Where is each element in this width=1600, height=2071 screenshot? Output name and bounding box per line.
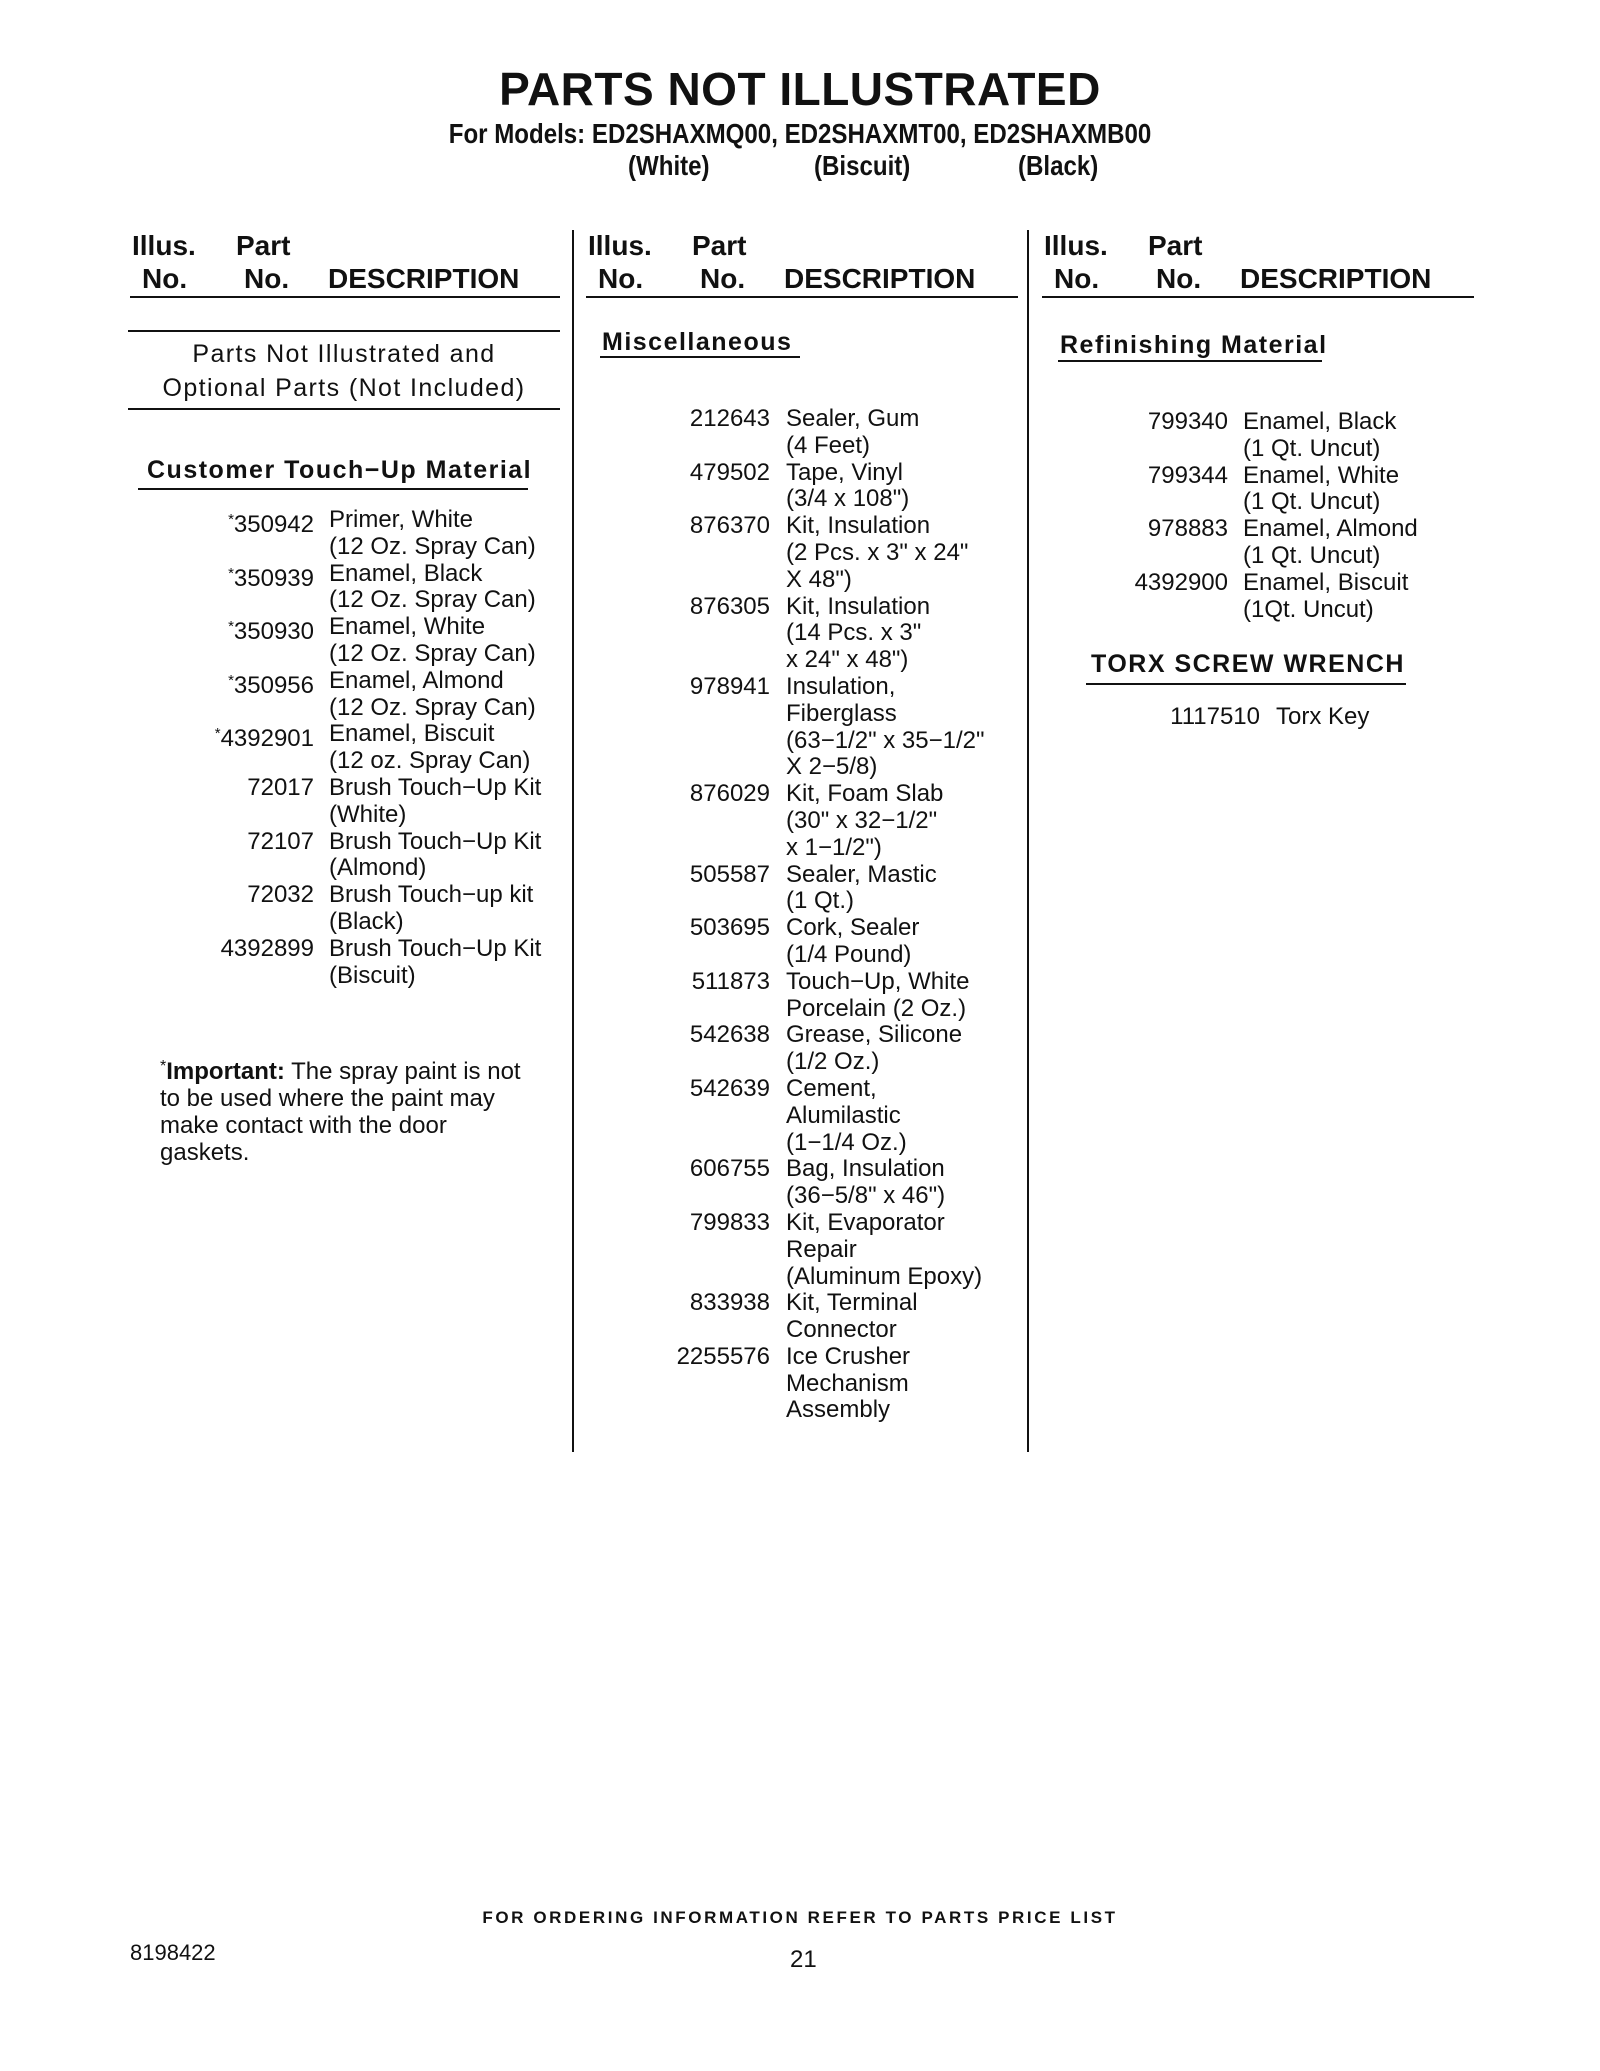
note-asterisk: *: [160, 1058, 167, 1075]
item-description: Enamel, Almond: [1243, 515, 1418, 543]
header-description: DESCRIPTION: [328, 263, 520, 294]
part-number: 72107: [247, 827, 314, 855]
header-illus: Illus.: [1044, 230, 1108, 261]
part-number: 978883: [1147, 515, 1228, 543]
part-number: *350956: [228, 671, 314, 699]
part-number: *350930: [228, 618, 314, 646]
item-description: (1/4 Pound): [786, 940, 912, 968]
item-description: Kit, Insulation: [786, 512, 931, 540]
item-description: Ice Crusher: [786, 1342, 911, 1370]
part-number: *350939: [228, 564, 314, 592]
item-description: (12 Oz. Spray Can): [329, 639, 536, 667]
item-description: x 24" x 48"): [786, 646, 909, 674]
header-part: Part: [236, 230, 291, 261]
list-item: [0, 969, 985, 1023]
item-description: Torx Key: [1276, 703, 1370, 730]
list-item: [0, 1344, 985, 1424]
item-description: (1−1/4 Oz.): [786, 1128, 907, 1156]
column-header-1: [130, 230, 570, 296]
section-title-customer-touchup: Customer Touch−Up Material: [147, 456, 533, 484]
item-description: Kit, Insulation: [786, 592, 931, 620]
list-item: [0, 570, 1418, 624]
list-item: [0, 1290, 985, 1344]
list-item: [0, 463, 1418, 517]
item-description: Assembly: [786, 1396, 891, 1424]
part-number: 4392900: [1134, 568, 1228, 596]
item-description: Sealer, Gum: [786, 405, 920, 432]
header-no: No.: [142, 263, 188, 294]
item-description: (1 Qt. Uncut): [1243, 488, 1381, 516]
item-description: (1 Qt.): [786, 887, 855, 915]
item-description: (12 Oz. Spray Can): [329, 693, 536, 721]
item-description: Primer, White: [329, 506, 474, 533]
item-description: (Black): [329, 907, 404, 935]
list-item: [0, 516, 1418, 570]
item-description: (12 oz. Spray Can): [329, 747, 531, 775]
models-line: For Models: ED2SHAXMQ00, ED2SHAXMT00, ED2SHAXMB00: [448, 118, 1152, 149]
header-illus: Illus.: [132, 230, 196, 261]
item-description: Enamel, Black: [1243, 408, 1397, 435]
section-title-miscellaneous: Miscellaneous: [602, 328, 793, 356]
item-description: Kit, Evaporator: [786, 1208, 945, 1236]
item-description: (2 Pcs. x 3" x 24": [786, 538, 969, 566]
column-header-2: [586, 230, 1026, 296]
list-item: [0, 704, 1369, 731]
item-description: (1 Qt. Uncut): [1243, 434, 1381, 462]
item-description: Porcelain (2 Oz.): [786, 994, 967, 1022]
item-description: Enamel, White: [1243, 461, 1400, 489]
item-description: (4 Feet): [786, 431, 871, 459]
item-description: Connector: [786, 1316, 897, 1344]
part-number: *350942: [228, 511, 314, 538]
color-biscuit: (Biscuit): [814, 150, 911, 181]
part-number: 505587: [689, 860, 770, 888]
list-item: [0, 409, 1418, 463]
item-description: (1Qt. Uncut): [1243, 595, 1374, 623]
part-number: 799833: [689, 1208, 770, 1236]
ordering-info: FOR ORDERING INFORMATION REFER TO PARTS PRICE LIST: [482, 1908, 1118, 1927]
item-description: (12 Oz. Spray Can): [329, 532, 536, 560]
header-no: No.: [1054, 263, 1100, 294]
box-rule-top: [128, 330, 560, 332]
item-description: (Aluminum Epoxy): [786, 1262, 983, 1290]
item-description: X 2−5/8): [786, 753, 878, 781]
box-line-1: Parts Not Illustrated and: [192, 340, 496, 368]
note-text: The spray paint is not to be used where the paint may make contact with the door gaskets.: [160, 1058, 521, 1166]
part-number: 511873: [691, 967, 770, 995]
page-title: PARTS NOT ILLUSTRATED: [499, 63, 1101, 115]
section-underline: [600, 356, 800, 358]
item-description: Sealer, Mastic: [786, 860, 937, 888]
section-underline: [1058, 360, 1322, 362]
item-description: (1 Qt. Uncut): [1243, 541, 1381, 569]
item-description: (Biscuit): [329, 961, 416, 989]
item-description: Cement,: [786, 1074, 877, 1102]
color-black: (Black): [1018, 150, 1099, 181]
note-label: Important:: [166, 1058, 285, 1085]
header-part: Part: [692, 230, 747, 261]
header-description: DESCRIPTION: [784, 263, 976, 294]
part-number: 72017: [247, 773, 314, 801]
list-item: [0, 915, 985, 969]
part-number: *4392901: [214, 725, 314, 753]
list-item: [0, 1076, 985, 1156]
part-number: 799344: [1147, 461, 1228, 489]
section-title-torx-wrench: TORX SCREW WRENCH: [1091, 650, 1405, 678]
part-number: 876305: [689, 592, 770, 620]
header-part: Part: [1148, 230, 1203, 261]
header-rule: [130, 296, 560, 298]
item-description: (Almond): [329, 854, 427, 882]
part-number: 833938: [689, 1289, 770, 1317]
part-number: 479502: [689, 458, 770, 486]
item-description: Touch−Up, White: [786, 967, 970, 995]
item-description: Tape, Vinyl: [786, 458, 903, 486]
part-number: 542638: [689, 1021, 770, 1049]
item-description: Enamel, Biscuit: [1243, 568, 1409, 596]
item-description: Mechanism: [786, 1369, 909, 1397]
header-rule: [586, 296, 1018, 298]
part-number: 1117510: [1170, 703, 1260, 730]
part-number: 876370: [689, 512, 770, 540]
item-description: Brush Touch−Up Kit: [329, 934, 542, 962]
part-number: 212643: [689, 405, 770, 432]
header-no: No.: [244, 263, 290, 294]
box-line-2: Optional Parts (Not Included): [162, 374, 526, 402]
list-item: [0, 781, 985, 861]
item-description: Bag, Insulation: [786, 1155, 945, 1183]
item-description: Enamel, Almond: [329, 666, 504, 694]
list-item: [0, 1210, 985, 1290]
item-description: Enamel, Biscuit: [329, 720, 495, 748]
header-no: No.: [1156, 263, 1202, 294]
part-number: 799340: [1147, 408, 1228, 435]
item-description: (White): [329, 800, 407, 828]
item-description: (12 Oz. Spray Can): [329, 586, 536, 614]
color-white: (White): [628, 150, 710, 181]
item-description: Brush Touch−Up Kit: [329, 773, 542, 801]
item-description: (30" x 32−1/2": [786, 806, 938, 834]
header-description: DESCRIPTION: [1240, 263, 1432, 294]
header-no: No.: [598, 263, 644, 294]
torx-list: [0, 704, 1369, 731]
refinishing-list: [0, 409, 1418, 623]
item-description: Kit, Foam Slab: [786, 780, 944, 808]
document-number: 8198422: [130, 1940, 216, 1965]
header-illus: Illus.: [588, 230, 652, 261]
item-description: (1/2 Oz.): [786, 1048, 880, 1076]
section-title-refinishing: Refinishing Material: [1060, 331, 1328, 359]
item-description: Enamel, White: [329, 613, 486, 641]
part-number: 606755: [689, 1155, 770, 1183]
parts-not-illustrated-box: [128, 337, 560, 405]
item-description: Alumilastic: [786, 1101, 901, 1129]
item-description: Brush Touch−up kit: [329, 881, 534, 909]
header-rule: [1042, 296, 1474, 298]
list-item: [0, 1156, 985, 1210]
item-description: Insulation,: [786, 672, 896, 700]
part-number: 542639: [689, 1074, 770, 1102]
part-number: 503695: [689, 914, 770, 942]
list-item: [0, 1022, 985, 1076]
list-item: [0, 862, 985, 916]
item-description: Grease, Silicone: [786, 1021, 963, 1049]
item-description: x 1−1/2"): [786, 833, 882, 861]
page-number: 21: [790, 1946, 817, 1973]
item-description: (36−5/8" x 46"): [786, 1182, 946, 1210]
part-number: 4392899: [220, 934, 314, 962]
part-number: 876029: [689, 780, 770, 808]
item-description: X 48"): [786, 565, 852, 593]
section-underline: [1086, 683, 1406, 685]
part-number: 72032: [247, 881, 314, 909]
item-description: Fiberglass: [786, 699, 897, 727]
part-number: 2255576: [676, 1342, 770, 1370]
item-description: Repair: [786, 1235, 857, 1263]
header-no: No.: [700, 263, 746, 294]
column-header-3: [1042, 230, 1482, 296]
item-description: Cork, Sealer: [786, 914, 920, 942]
item-description: (3/4 x 108"): [786, 485, 910, 513]
item-description: Kit, Terminal: [786, 1289, 918, 1317]
item-description: (63−1/2" x 35−1/2": [786, 726, 985, 754]
item-description: Brush Touch−Up Kit: [329, 827, 542, 855]
item-description: (14 Pcs. x 3": [786, 619, 922, 647]
item-description: Enamel, Black: [329, 559, 483, 587]
part-number: 978941: [689, 672, 770, 700]
